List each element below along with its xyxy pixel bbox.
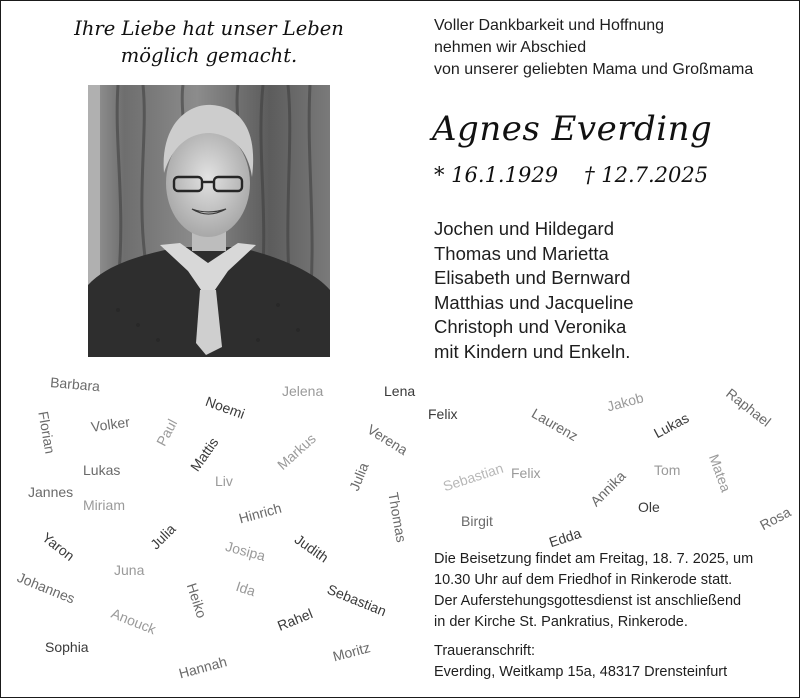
cloud-name-item: Johannes [15,569,78,607]
address-value: Everding, Weitkamp 15a, 48317 Drensteinfurt [434,664,728,680]
family-line: Matthias und Jacqueline [434,291,634,313]
cloud-name-item: Anouck [109,605,159,638]
cloud-name-item: Florian [35,410,59,455]
cloud-name-item: Thomas [385,491,410,544]
intro-line: Voller Dankbarkeit und Hoffnung [434,17,665,34]
cloud-name-item: Yaron [39,529,78,564]
cloud-name-item: Liv [215,473,233,489]
funeral-info [434,549,753,633]
cloud-name-item: Mattis [187,434,222,475]
cloud-name-item: Hannah [177,653,229,682]
cloud-name-item: Felix [428,406,458,422]
funeral-line: Der Auferstehungsgottesdienst ist anschließend [434,593,742,609]
motto-line: Ihre Liebe hat unser Leben [74,17,344,40]
cloud-name-item: Felix [511,465,541,481]
mourning-address [434,641,727,683]
intro-text [434,15,753,81]
cloud-name-item: Laurenz [529,405,581,445]
funeral-line: Die Beisetzung findet am Freitag, 18. 7. 2025, um [434,551,754,567]
cloud-name-item: Ida [234,578,258,600]
cloud-name-item: Verena [364,421,411,459]
family-line: Christoph und Veronika [434,316,627,337]
cloud-name-item: Edda [547,524,584,551]
funeral-line: 10.30 Uhr auf dem Friedhof in Rinkerode statt. [434,572,733,588]
cloud-name-item: Lukas [651,409,692,442]
cloud-name-item: Markus [274,430,319,473]
family-list [434,217,634,364]
portrait-photo [88,85,330,357]
cloud-name-item: Heiko [183,581,211,620]
cloud-name-item: Julia [346,460,372,493]
cloud-name-item: Jelena [282,383,324,399]
death-date: † 12.7.2025 [584,163,709,187]
cloud-name-item: Josipa [223,538,268,564]
cloud-name-item: Raphael [723,385,775,430]
family-line: mit Kindern und Enkeln. [434,340,631,362]
cloud-name-item: Lena [384,383,416,399]
family-line: Thomas und Marietta [434,242,609,264]
birth-date: * 16.1.1929 [434,163,559,187]
cloud-name-item: Matea [705,452,735,495]
address-label: Traueranschrift: [434,643,535,659]
cloud-name-item: Rosa [757,503,794,534]
cloud-name-item: Tom [654,462,681,478]
cloud-name-item: Annika [587,467,629,510]
family-line: Elisabeth und Bernward [434,267,631,288]
cloud-name-item: Paul [153,416,181,449]
cloud-name-item: Sophia [45,639,89,655]
cloud-name-item: Rahel [275,605,315,634]
cloud-name-item: Jannes [28,484,74,500]
cloud-name-item: Juna [114,562,145,578]
cloud-name-item: Noemi [203,393,248,422]
cloud-name-item: Sebastian [325,581,389,620]
cloud-name-item: Ole [638,499,660,515]
motto [41,15,377,69]
cloud-name-item: Hinrich [237,499,284,527]
cloud-name-item: Miriam [83,497,125,513]
motto-line: möglich gemacht. [120,44,298,67]
intro-line: von unserer geliebten Mama und Großmama [434,61,754,78]
cloud-name-item: Judith [291,531,332,566]
cloud-name-item: Volker [90,413,131,435]
family-line: Jochen und Hildegard [434,218,614,239]
cloud-name-item: Barbara [49,374,101,395]
cloud-name-item: Birgit [461,513,493,529]
cloud-name-item: Julia [147,520,179,553]
cloud-name-item: Jakob [605,389,646,415]
life-dates [434,161,734,189]
funeral-line: in der Kirche St. Pankratius, Rinkerode. [434,614,688,630]
cloud-name-item: Moritz [331,639,372,665]
deceased-name: Agnes Everding [432,109,713,149]
cloud-name-item: Sebastian [441,459,506,495]
cloud-name-item: Lukas [83,462,121,478]
intro-line: nehmen wir Abschied [434,39,587,56]
